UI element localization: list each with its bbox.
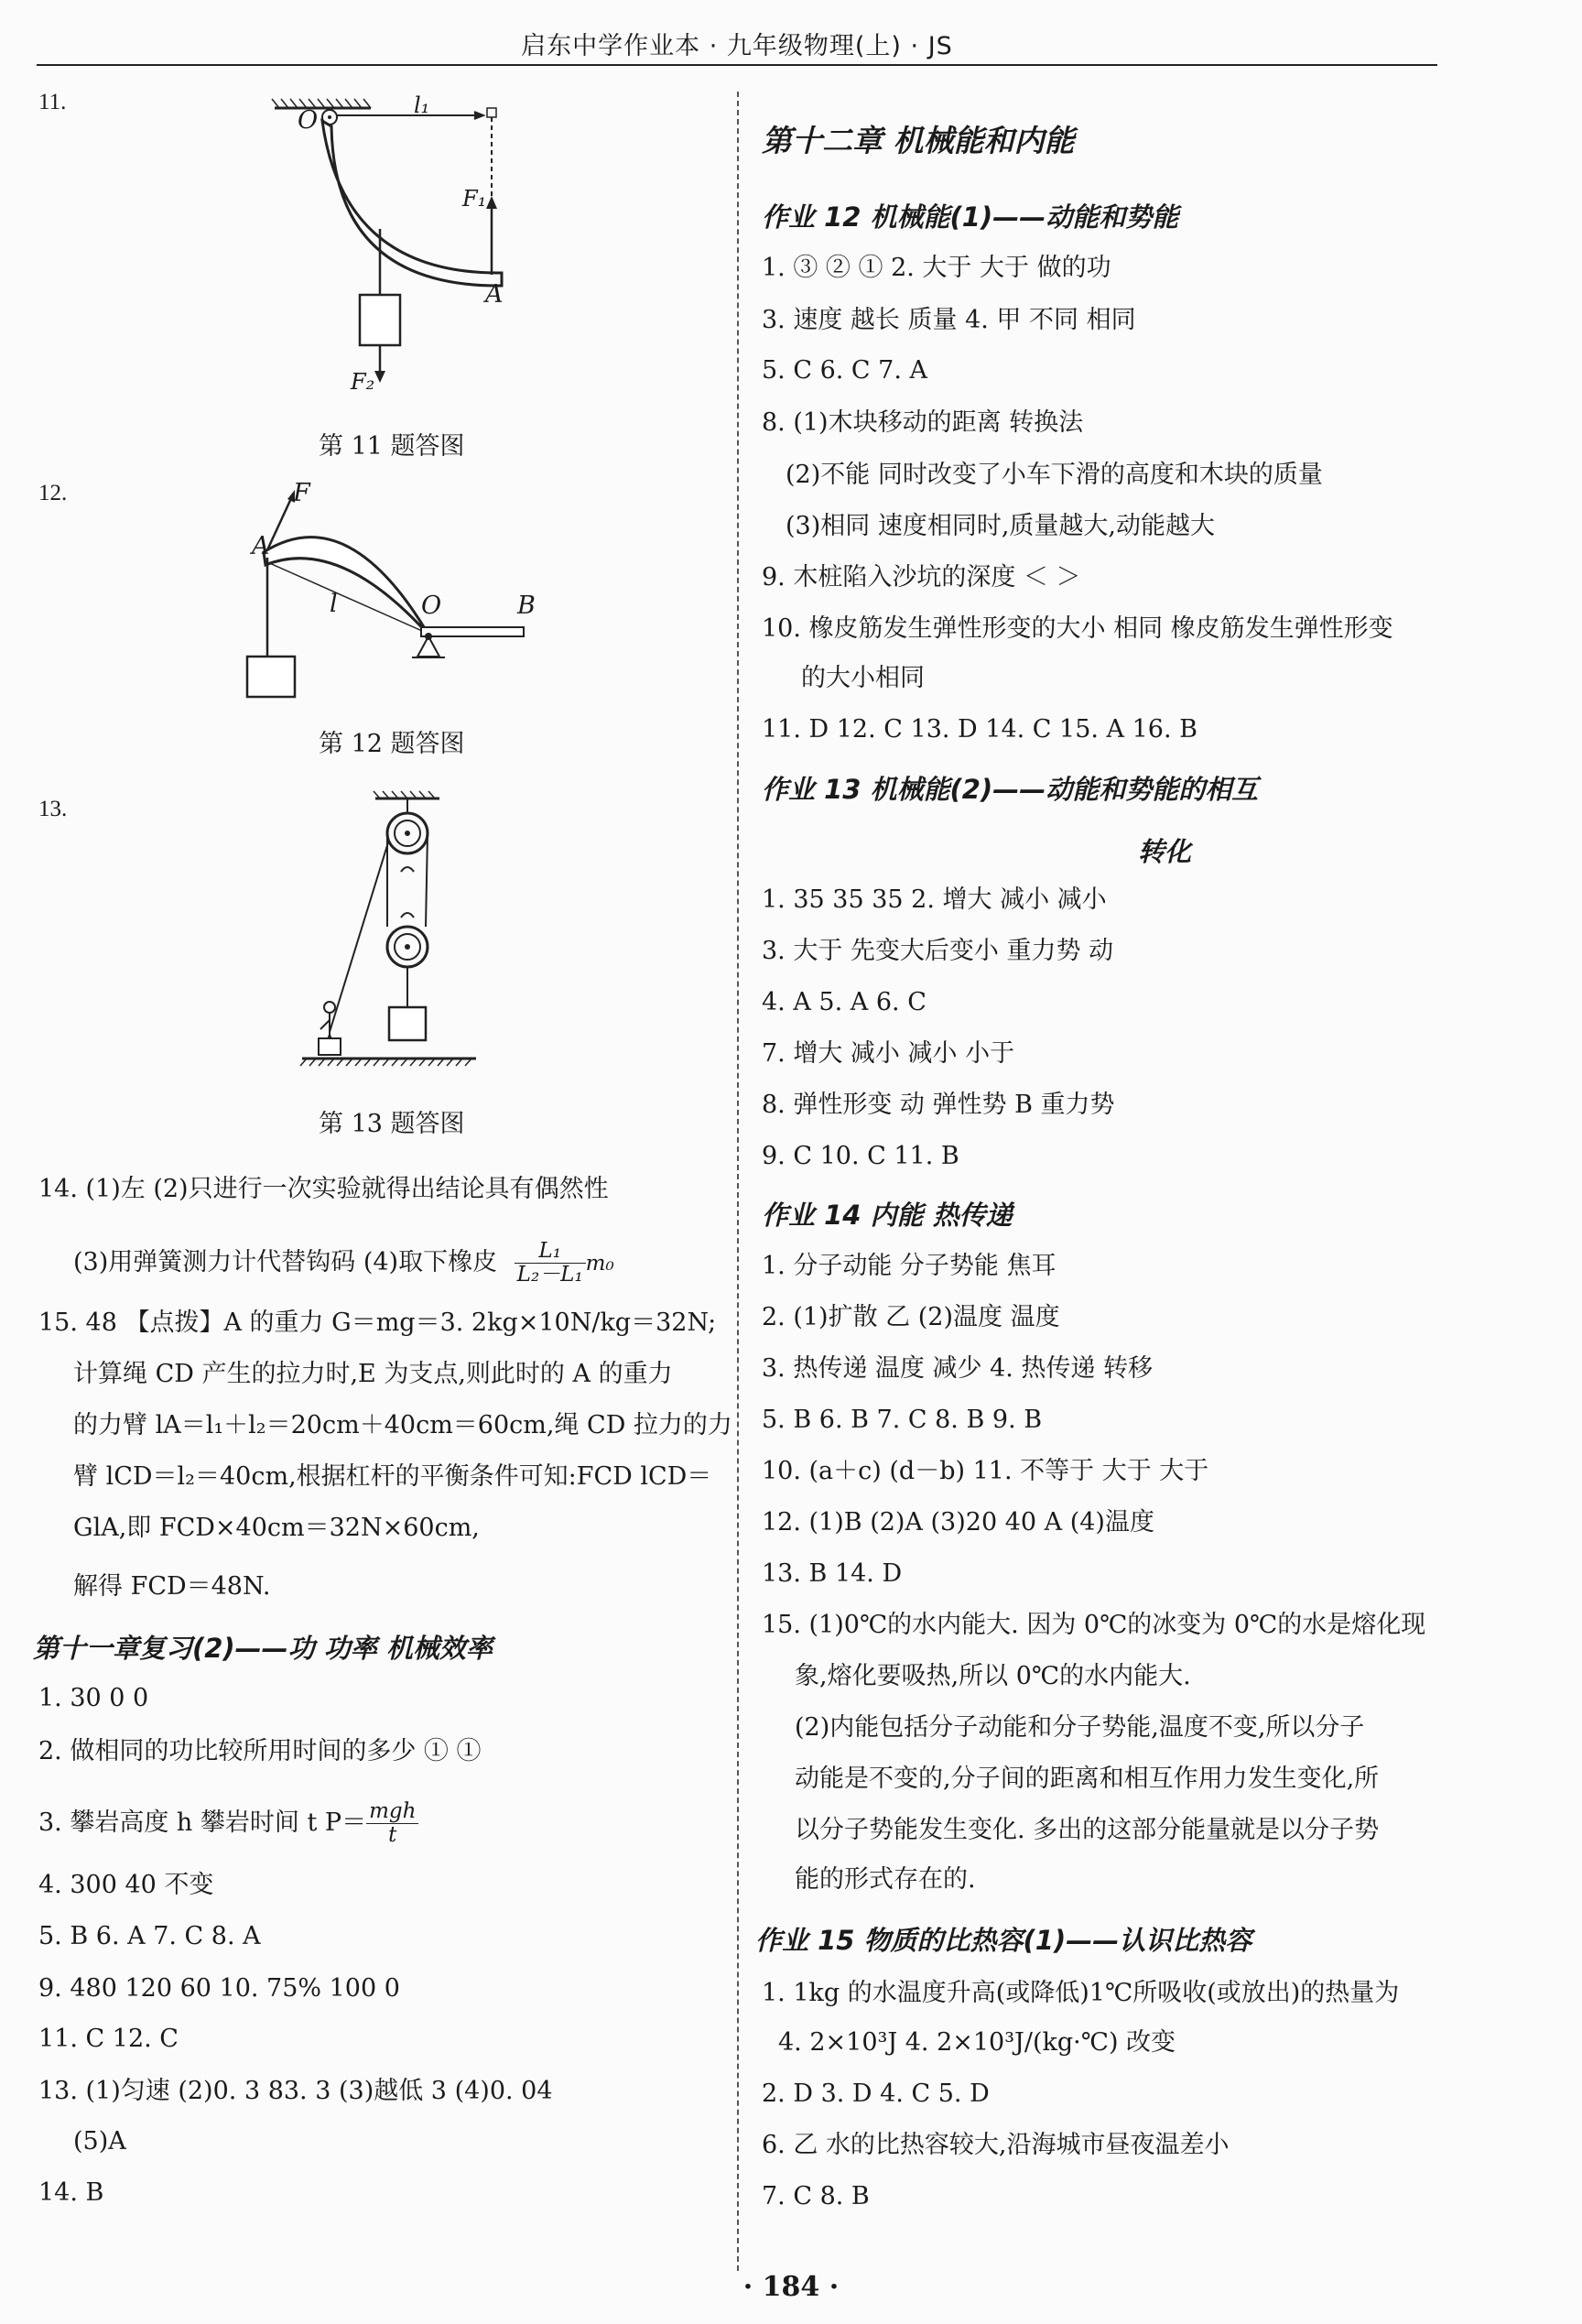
hw14-c2: 2. (1)扩散 乙 (2)温度 温度	[762, 1303, 1060, 1331]
hw14-c13: 13. B 14. D	[762, 1559, 903, 1588]
fig11-caption: 第 11 题答图	[319, 432, 465, 461]
fig12-label-F: F	[293, 479, 310, 507]
hw13-title-line1: 作业 13 机械能(2)——动能和势能的相互	[762, 774, 1259, 805]
hw15-d6: 6. 乙 水的比热容较大,沿海城市昼夜温差小	[762, 2131, 1230, 2159]
q15-line5: GlA,即 FCD×40cm＝32N×60cm,	[73, 1514, 480, 1542]
hw13-b8: 8. 弹性形变 动 弹性势 B 重力势	[762, 1091, 1115, 1119]
hw14-c15f: 能的形式存在的.	[795, 1865, 976, 1894]
hw12-a10a: 10. 橡皮筋发生弹性形变的大小 相同 橡皮筋发生弹性形变	[762, 614, 1393, 643]
q15-line6: 解得 FCD＝48N.	[73, 1572, 271, 1601]
hw14-c3: 3. 热传递 温度 减少 4. 热传递 转移	[762, 1354, 1154, 1383]
q15-line4: 臂 lCD＝l₂＝40cm,根据杠杆的平衡条件可知:FCD lCD＝	[73, 1462, 712, 1491]
hw14-c15d: 动能是不变的,分子间的距离和相互作用力发生变化,所	[795, 1765, 1380, 1793]
hw12-a11: 11. D 12. C 13. D 14. C 15. A 16. B	[762, 715, 1197, 744]
fig13-number: 13.	[38, 797, 68, 821]
q14-line2: (3)用弹簧测力计代替钩码 (4)取下橡皮 $\frac{\text{L₁}}{\text{L₂－L₁}}$ m₀	[73, 1239, 614, 1287]
hw13-title-line2: 转化	[1138, 836, 1192, 867]
review-answer-2: 2. 做相同的功比较所用时间的多少 ① ①	[38, 1737, 482, 1765]
q14-line1: 14. (1)左 (2)只进行一次实验就得出结论具有偶然性	[38, 1175, 609, 1203]
fig11-number: 11.	[38, 90, 67, 114]
hw12-a10b: 的大小相同	[801, 664, 925, 692]
hw12-a9: 9. 木桩陷入沙坑的深度 ＜ ＞	[762, 563, 1081, 592]
review-answer-14: 14. B	[38, 2178, 104, 2207]
fig12-label-O: O	[421, 592, 442, 620]
hw12-a5: 5. C 6. C 7. A	[762, 356, 928, 385]
hw12-title: 作业 12 机械能(1)——动能和势能	[762, 201, 1179, 233]
hw13-b7: 7. 增大 减小 减小 小于	[762, 1039, 1015, 1068]
fig11-label-F2: F₂	[351, 369, 375, 395]
header-rule	[37, 64, 1437, 66]
column-divider	[737, 92, 739, 2271]
hw12-a3: 3. 速度 越长 质量 4. 甲 不同 相同	[762, 306, 1136, 334]
fig12-label-A: A	[252, 532, 270, 560]
hw14-c15e: 以分子势能发生变化. 多出的这部分能量就是以分子势	[795, 1816, 1380, 1844]
hw15-title: 作业 15 物质的比热容(1)——认识比热容	[755, 1925, 1252, 1956]
fig12-label-l: l	[330, 590, 338, 618]
hw15-d7: 7. C 8. B	[762, 2182, 870, 2210]
q15-line3: 的力臂 lA＝l₁＋l₂＝20cm＋40cm＝60cm,绳 CD 拉力的力	[73, 1411, 732, 1439]
fig11-label-F1: F₁	[462, 186, 487, 212]
page-header: 启东中学作业本 · 九年级物理(上) · JS	[521, 32, 953, 60]
hw12-a8a: 8. (1)木块移动的距离 转换法	[762, 408, 1084, 437]
hw13-b4: 4. A 5. A 6. C	[762, 988, 926, 1016]
review-answer-3: 3. 攀岩高度 h 攀岩时间 t P＝ $\frac{\text{mgh}}{t}$	[38, 1800, 418, 1847]
hw15-d2: 2. D 3. D 4. C 5. D	[762, 2080, 990, 2108]
fig13-diagram	[293, 789, 494, 1082]
review-answer-13a: 13. (1)匀速 (2)0. 3 83. 3 (3)越低 3 (4)0. 04	[38, 2077, 553, 2105]
review-answer-5: 5. B 6. A 7. C 8. A	[38, 1922, 261, 1950]
section-title-ch11-review: 第十一章复习(2)——功 功率 机械效率	[33, 1633, 493, 1664]
fig12-label-B: B	[517, 592, 536, 620]
hw14-c15a: 15. (1)0℃的水内能大. 因为 0℃的冰变为 0℃的水是熔化现	[762, 1611, 1426, 1639]
fig11-label-l1: l₁	[414, 92, 430, 118]
hw12-a8c: (3)相同 速度相同时,质量越大,动能越大	[786, 512, 1215, 540]
page-number: · 184 ·	[742, 2271, 840, 2303]
fig12-number: 12.	[38, 481, 68, 505]
q15-line1: 15. 48 【点拨】A 的重力 G＝mg＝3. 2kg×10N/kg＝32N;	[38, 1309, 717, 1337]
review-answer-1: 1. 30 0 0	[38, 1684, 149, 1712]
hw15-d1b: 4. 2×10³J 4. 2×10³J/(kg·℃) 改变	[778, 2028, 1176, 2057]
q15-line2: 计算绳 CD 产生的拉力时,E 为支点,则此时的 A 的重力	[73, 1360, 673, 1388]
hw14-c10: 10. (a＋c) (d－b) 11. 不等于 大于 大于	[762, 1457, 1209, 1485]
hw12-a8b: (2)不能 同时改变了小车下滑的高度和木块的质量	[786, 461, 1323, 489]
fig13-caption: 第 13 题答图	[319, 1110, 465, 1138]
hw13-b9: 9. C 10. C 11. B	[762, 1142, 959, 1170]
hw14-c15c: (2)内能包括分子动能和分子势能,温度不变,所以分子	[795, 1713, 1365, 1742]
review-answer-4: 4. 300 40 不变	[38, 1871, 214, 1899]
hw15-d1a: 1. 1kg 的水温度升高(或降低)1℃所吸收(或放出)的热量为	[762, 1979, 1400, 2007]
fig12-caption: 第 12 题答图	[319, 730, 465, 758]
hw14-c12: 12. (1)B (2)A (3)20 40 A (4)温度	[762, 1508, 1154, 1537]
q14-fraction: $\frac{\text{L₁}}{\text{L₂－L₁}}$	[515, 1240, 586, 1287]
hw12-a1: 1. ③ ② ① 2. 大于 大于 做的功	[762, 254, 1111, 282]
chapter-12-title: 第十二章 机械能和内能	[762, 123, 1075, 158]
hw14-title: 作业 14 内能 热传递	[762, 1200, 1013, 1231]
hw14-c15b: 象,熔化要吸热,所以 0℃的水内能大.	[795, 1662, 1191, 1690]
review-answer-13b: (5)A	[73, 2127, 126, 2156]
hw13-b1: 1. 35 35 35 2. 增大 减小 减小	[762, 885, 1107, 914]
review-answer-11: 11. C 12. C	[38, 2025, 179, 2053]
hw14-c1: 1. 分子动能 分子势能 焦耳	[762, 1252, 1056, 1280]
review-answer-9: 9. 480 120 60 10. 75% 100 0	[38, 1974, 400, 2003]
power-fraction: $\frac{\text{mgh}}{t}$	[366, 1800, 418, 1847]
hw14-c5: 5. B 6. B 7. C 8. B 9. B	[762, 1406, 1043, 1434]
fig11-diagram	[256, 92, 531, 403]
fig11-label-O: O	[298, 106, 319, 135]
hw13-b3: 3. 大于 先变大后变小 重力势 动	[762, 937, 1114, 965]
fig11-label-A: A	[485, 280, 504, 309]
fig12-diagram	[238, 481, 549, 710]
